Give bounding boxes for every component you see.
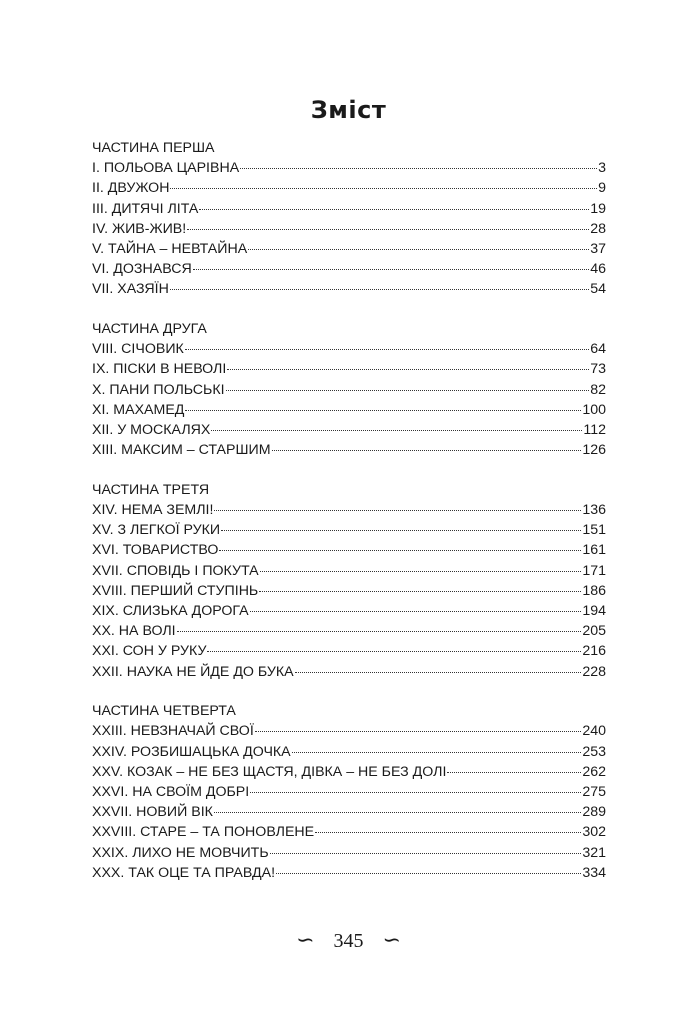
ornament-right-icon: ∽ — [382, 927, 401, 952]
chapter-page-number: 161 — [582, 542, 606, 559]
chapter-title: XXV. КОЗАК – НЕ БЕЗ ЩАСТЯ, ДІВКА – НЕ БЕЗ ДОЛІ — [92, 763, 447, 780]
toc-entry — [92, 420, 606, 440]
toc-entry — [92, 440, 606, 460]
chapter-title: XIX. СЛИЗЬКА ДОРОГА — [92, 602, 249, 619]
chapter-title: XIV. НЕМА ЗЕМЛІ! — [92, 502, 214, 518]
chapter-page-number: 151 — [582, 522, 606, 539]
chapter-title: XXIX. ЛИХО НЕ МОВЧИТЬ — [92, 844, 269, 861]
toc-entry — [92, 400, 606, 420]
chapter-page-number: 54 — [590, 281, 606, 298]
toc-entry — [92, 601, 606, 621]
chapter-page-number: 253 — [582, 743, 606, 760]
chapter-title: II. ДВУЖОН — [92, 180, 170, 197]
toc-part — [92, 138, 606, 300]
dot-leader — [214, 812, 581, 813]
toc-entry — [92, 359, 606, 379]
toc-entry — [92, 863, 606, 883]
dot-leader — [185, 349, 589, 350]
chapter-page-number: 112 — [583, 421, 606, 438]
toc-entry — [92, 178, 606, 198]
chapter-title: IX. ПІСКИ В НЕВОЛІ — [92, 361, 227, 378]
dot-leader — [276, 873, 581, 874]
toc-entry — [92, 239, 606, 259]
chapter-page-number: 262 — [582, 763, 606, 780]
chapter-title: XI. МАХАМЕД — [92, 401, 185, 418]
toc-entry — [92, 339, 606, 359]
chapter-page-number: 9 — [598, 180, 606, 197]
dot-leader — [187, 229, 589, 230]
chapter-title: V. ТАЙНА – НЕВТАЙНА — [92, 240, 248, 257]
toc-entry — [92, 279, 606, 299]
chapter-title: XVIII. ПЕРШИЙ СТУПІНЬ — [92, 582, 259, 599]
dot-leader — [170, 289, 589, 290]
dot-leader — [199, 209, 589, 210]
dot-leader — [270, 853, 582, 854]
dot-leader — [255, 731, 582, 732]
dot-leader — [260, 571, 582, 572]
dot-leader — [177, 631, 582, 632]
chapter-title: VI. ДОЗНАВСЯ — [92, 261, 192, 278]
dot-leader — [193, 269, 590, 270]
toc-entry — [92, 561, 606, 581]
ornament-left-icon: ∽ — [296, 927, 315, 952]
chapter-title: XXVII. НОВИЙ ВІК — [92, 804, 213, 821]
toc-entry — [92, 158, 606, 178]
chapter-page-number: 334 — [582, 864, 606, 881]
chapter-page-number: 240 — [582, 723, 606, 740]
dot-leader — [211, 430, 582, 431]
page-number: 345 — [333, 929, 364, 952]
chapter-title: XXII. НАУКА НЕ ЙДЕ ДО БУКА — [92, 663, 294, 680]
dot-leader — [240, 168, 597, 169]
chapter-page-number: 64 — [590, 341, 606, 358]
part-heading: ЧАСТИНА ПЕРША — [92, 140, 215, 156]
dot-leader — [219, 550, 581, 551]
chapter-page-number: 73 — [590, 361, 606, 378]
chapter-page-number: 126 — [582, 442, 606, 459]
chapter-page-number: 186 — [582, 582, 606, 599]
dot-leader — [292, 752, 582, 753]
toc-entry — [92, 802, 606, 822]
toc-part — [92, 319, 606, 460]
chapter-page-number: 19 — [590, 200, 606, 217]
toc-entry — [92, 380, 606, 400]
dot-leader — [227, 369, 589, 370]
toc-entry — [92, 822, 606, 842]
toc-entry — [92, 721, 606, 741]
toc-entry — [92, 219, 606, 239]
page-title: Зміст — [310, 96, 387, 124]
chapter-page-number: 205 — [582, 623, 606, 640]
chapter-title: VII. ХАЗЯЇН — [92, 281, 169, 298]
part-heading: ЧАСТИНА ДРУГА — [92, 321, 207, 337]
chapter-page-number: 37 — [590, 240, 606, 257]
chapter-title: I. ПОЛЬОВА ЦАРІВНА — [92, 160, 240, 177]
chapter-page-number: 216 — [582, 643, 606, 660]
chapter-page-number: 321 — [582, 844, 606, 861]
table-of-contents — [92, 138, 606, 902]
chapter-title: XXX. ТАК ОЦЕ ТА ПРАВДА! — [92, 864, 276, 881]
dot-leader — [447, 772, 581, 773]
toc-entry — [92, 843, 606, 863]
chapter-title: X. ПАНИ ПОЛЬСЬКІ — [92, 381, 225, 398]
chapter-title: VIII. СІЧОВИК — [92, 341, 184, 358]
toc-entry — [92, 199, 606, 219]
toc-entry — [92, 662, 606, 682]
chapter-page-number: 136 — [582, 502, 606, 518]
toc-entry — [92, 782, 606, 802]
toc-entry — [92, 581, 606, 601]
dot-leader — [226, 390, 590, 391]
chapter-title: XXIII. НЕВЗНАЧАЙ СВОЇ — [92, 723, 254, 740]
toc-entry — [92, 259, 606, 279]
chapter-title: XII. У МОСКАЛЯХ — [92, 421, 211, 438]
chapter-title: XXVIII. СТАРЕ – ТА ПОНОВЛЕНЕ — [92, 824, 315, 841]
dot-leader — [295, 672, 582, 673]
chapter-page-number: 28 — [590, 220, 606, 237]
toc-entry — [92, 762, 606, 782]
dot-leader — [259, 591, 581, 592]
chapter-title: XIII. МАКСИМ – СТАРШИМ — [92, 442, 271, 459]
chapter-title: XXVI. НА СВОЇМ ДОБРІ — [92, 783, 250, 800]
dot-leader — [185, 410, 581, 411]
chapter-title: XVII. СПОВІДЬ І ПОКУТА — [92, 562, 259, 579]
part-heading: ЧАСТИНА ЧЕТВЕРТА — [92, 703, 236, 720]
toc-entry — [92, 621, 606, 641]
chapter-title: III. ДИТЯЧІ ЛІТА — [92, 200, 199, 217]
chapter-title: XV. З ЛЕГКОЇ РУКИ — [92, 522, 221, 539]
chapter-page-number: 289 — [582, 804, 606, 821]
dot-leader — [214, 510, 581, 511]
chapter-title: IV. ЖИВ-ЖИВ! — [92, 220, 187, 237]
toc-entry — [92, 500, 606, 520]
dot-leader — [221, 530, 581, 531]
chapter-title: XXIV. РОЗБИШАЦЬКА ДОЧКА — [92, 743, 291, 760]
toc-part — [92, 701, 606, 883]
chapter-title: XVI. ТОВАРИСТВО — [92, 542, 219, 559]
chapter-title: XX. НА ВОЛІ — [92, 623, 176, 640]
chapter-page-number: 100 — [582, 401, 606, 418]
part-heading: ЧАСТИНА ТРЕТЯ — [92, 481, 210, 498]
dot-leader — [250, 792, 581, 793]
chapter-page-number: 171 — [582, 562, 606, 579]
toc-entry — [92, 641, 606, 661]
dot-leader — [170, 188, 597, 189]
toc-entry — [92, 520, 606, 540]
chapter-page-number: 275 — [582, 783, 606, 800]
chapter-page-number: 3 — [598, 160, 606, 177]
page-footer — [0, 928, 697, 954]
toc-entry — [92, 540, 606, 560]
chapter-page-number: 82 — [590, 381, 606, 398]
toc-part — [92, 480, 606, 682]
chapter-page-number: 46 — [590, 261, 606, 278]
chapter-page-number: 228 — [582, 663, 606, 680]
dot-leader — [272, 450, 582, 451]
dot-leader — [315, 832, 581, 833]
chapter-title: XXI. СОН У РУКУ — [92, 643, 207, 660]
dot-leader — [248, 249, 589, 250]
chapter-page-number: 194 — [582, 602, 606, 619]
dot-leader — [250, 611, 582, 612]
chapter-page-number: 302 — [582, 824, 606, 841]
toc-entry — [92, 742, 606, 762]
dot-leader — [207, 651, 581, 652]
